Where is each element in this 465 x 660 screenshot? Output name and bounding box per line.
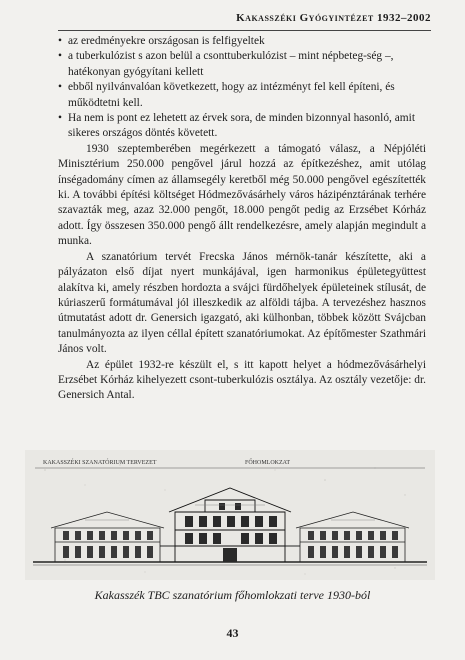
paragraph: A szanatórium tervét Frecska János mérnök-tanár készítette, aki a pályázaton első díjat nyert munkájával, igen harmonikus épületegyüttest alakítva ki, amely részben hordozta a svájci fürdőhelyek épületeinek stílusát, de kúriaszerű formátumával jól illeszkedik az alföldi tájba. A tervezéshez hasznos útmutatást adott dr. Genersich igazgató, aki külhonban, többek között Svájcban tanulmányozta az ilyen céllal épített szanatóriumokat. Az építőmester Szathmári János volt. bbox=[58, 250, 426, 356]
paragraph: 1930 szeptemberében megérkezett a támogató válasz, a Népjóléti Minisztérium 250.000 pengővel járul hozzá az építkezéshez, amit utólag ínségadomány címen az államsegély keretből még 50.000 pengővel egészítették ki. A további építési költséget Hódmezővásárhely város házipénztárának terhére szavazták meg, azaz 32.000 pengőt, 18.000 pengőt pedig az Erzsébet Kórház adott. Így összesen 350.000 pengő állt rendelkezésre, amely alapján megindult a munka. bbox=[58, 142, 426, 248]
running-header: Kakasszéki Gyógyintézet 1932–2002 bbox=[236, 12, 431, 24]
sanatorium-facade-drawing bbox=[25, 450, 435, 580]
drawing-title: KAKASSZÉKI SZANATÓRIUM TERVEZET bbox=[43, 460, 157, 466]
bullet-text: az eredményekre országosan is felfigyeltek bbox=[68, 35, 265, 47]
header-rule bbox=[58, 30, 431, 31]
body-text bbox=[58, 34, 426, 404]
bullet-icon: • bbox=[58, 35, 62, 47]
bullet-item bbox=[58, 80, 426, 111]
page-number: 43 bbox=[226, 626, 239, 640]
bullet-text: ebből nyilvánvalóan következett, hogy az intézményt fel kell építeni, és működtetni kell. bbox=[68, 81, 395, 109]
bullet-item bbox=[58, 49, 426, 80]
architectural-drawing bbox=[25, 450, 435, 580]
bullet-item bbox=[58, 111, 426, 142]
bullet-text: Ha nem is pont ez lehetett az érvek sora, de minden bizonnyal hasonló, amit sikeres országos döntés követett. bbox=[68, 112, 415, 140]
bullet-text: a tuberkulózist s azon belül a csonttuberkulózist – mint népbeteg-ség –, hatékonyan gyógyítani kellett bbox=[68, 50, 394, 78]
paragraph: Az épület 1932-re készült el, s itt kapott helyet a hódmezővásárhelyi Erzsébet Kórház kihelyezett csont-tuberkulózis osztálya. Az osztály vezetője: dr. Genersich Antal. bbox=[58, 358, 426, 402]
bullet-icon: • bbox=[58, 50, 62, 63]
bullet-icon: • bbox=[58, 112, 62, 125]
figure-caption: Kakasszék TBC szanatórium főhomlokzati terve 1930-ból bbox=[94, 588, 371, 602]
bullet-item bbox=[58, 34, 426, 49]
drawing-subtitle: FŐHOMLOKZAT bbox=[245, 460, 290, 466]
bullet-icon: • bbox=[58, 81, 62, 94]
